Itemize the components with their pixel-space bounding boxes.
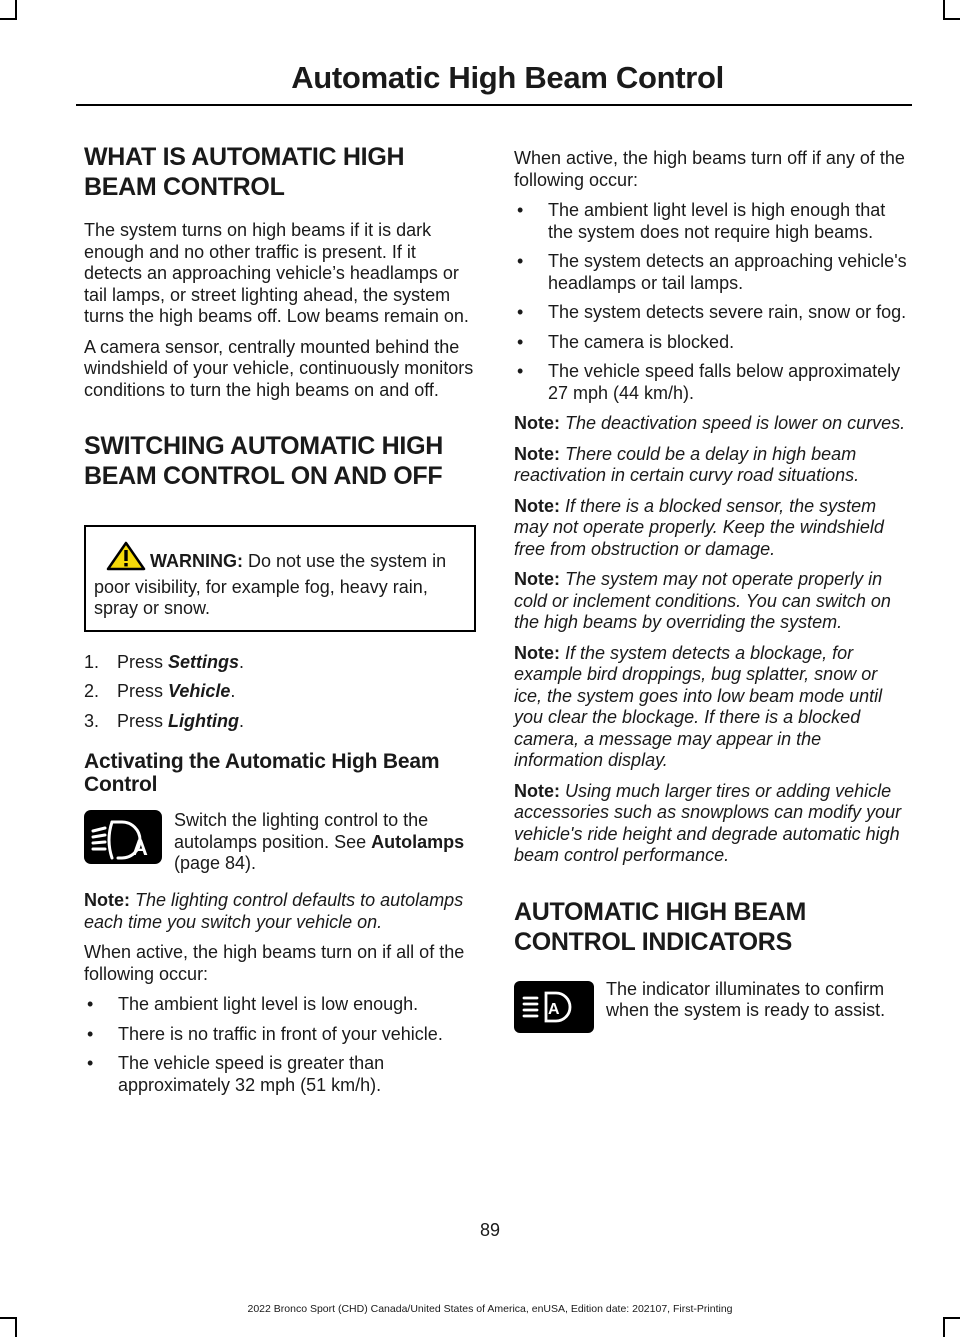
crop-mark (943, 0, 945, 20)
list-item: • The system detects an approaching vehicle's headlamps or tail lamps. (514, 251, 908, 294)
svg-text:A: A (132, 835, 148, 860)
active-on-list (84, 994, 476, 1096)
warning-triangle-icon (106, 541, 146, 577)
list-item: • There is no traffic in front of your vehicle. (84, 1024, 476, 1046)
crop-mark (15, 0, 17, 20)
paragraph: A camera sensor, centrally mounted behind the windshield of your vehicle, continuously monitors conditions to turn the high beams on and off. (84, 336, 474, 400)
paragraph: When active, the high beams turn on if all of the following occur: (84, 942, 465, 984)
active-off-list (514, 200, 908, 404)
section-heading-what-is: WHAT IS AUTOMATIC HIGH BEAM CONTROL (84, 143, 405, 201)
list-item: • The ambient light level is low enough. (84, 994, 476, 1016)
paragraph: The system turns on high beams if it is dark enough and no other traffic is present. If it detects an approaching vehicle’s headlamps or tail lamps, or street lighting ahead, the system turns the high beams off. Low beams remain on. (84, 220, 469, 326)
note: Note: The lighting control defaults to autolamps each time you switch your vehicle on. (84, 890, 464, 932)
subheading-activating: Activating the Automatic High Beam Control (84, 750, 440, 796)
note: Note: The system may not operate properly in cold or inclement conditions. You can switch on the high beams by overriding the system. (514, 569, 891, 632)
auto-high-beam-switch-icon (84, 810, 162, 864)
right-column (514, 148, 908, 1057)
crop-mark (15, 1317, 17, 1337)
warning-box (84, 525, 476, 632)
list-item: • The vehicle speed falls below approximately 27 mph (44 km/h). (514, 361, 908, 404)
section-heading-indicators: AUTOMATIC HIGH BEAM CONTROL INDICATORS (514, 897, 806, 956)
autolamps-link[interactable]: Autolamps (371, 831, 465, 852)
indicator-row (514, 979, 908, 1049)
note: Note: There could be a delay in high beam reactivation in certain curvy road situations. (514, 443, 860, 485)
steps-list (84, 652, 476, 733)
crop-mark (0, 18, 17, 20)
list-item: • The ambient light level is high enough that the system does not require high beams. (514, 200, 908, 243)
crop-mark (943, 1317, 945, 1337)
paragraph: When active, the high beams turn off if any of the following occur: (514, 148, 905, 190)
header-rule (76, 104, 912, 106)
step-item: 2. Press Vehicle. (84, 681, 236, 701)
note: Note: Using much larger tires or adding vehicle accessories such as snowplows can modify your vehicle's ride height and degrade automatic high beam control performance. (514, 780, 902, 865)
footer-edition-info: 2022 Bronco Sport (CHD) Canada/United States of America, enUSA, Edition date: 202107, First-Printing (247, 1303, 733, 1315)
list-item: • The camera is blocked. (514, 332, 908, 354)
crop-mark (943, 1317, 960, 1319)
section-heading-switching: SWITCHING AUTOMATIC HIGH BEAM CONTROL ON AND OFF (84, 432, 443, 490)
crop-mark (0, 1317, 17, 1319)
step-item: 1. Press Settings. (84, 651, 245, 672)
list-item: • The vehicle speed is greater than approximately 32 mph (51 km/h). (84, 1053, 476, 1096)
svg-text:A: A (548, 1000, 560, 1018)
left-column (84, 142, 476, 1105)
note: Note: The deactivation speed is lower on curves. (514, 413, 906, 433)
switch-instruction: Switch the lighting control to the autolamps position. See Autolamps (page 84). (174, 810, 465, 873)
warning-label: WARNING: (150, 551, 243, 571)
warning-body: Do not use the system in poor visibility, for example fog, heavy rain, spray or snow. (94, 551, 447, 618)
step-item: 3. Press Lighting. (84, 710, 245, 731)
page-header-title: Automatic High Beam Control (291, 60, 724, 95)
auto-high-beam-indicator-icon (514, 981, 594, 1033)
warning-text (94, 541, 466, 620)
list-item: • The system detects severe rain, snow or fog. (514, 302, 908, 324)
crop-mark (943, 18, 960, 20)
note: Note: If the system detects a blockage, for example bird droppings, bug splatter, snow or ice, the system goes into low beam mode until you clear the blockage. If there is a blocked camera, a message may appear in the information display. (514, 642, 883, 770)
page-number: 89 (479, 1220, 501, 1240)
lighting-switch-row (84, 810, 476, 882)
note: Note: If there is a blocked sensor, the system may not operate properly. Keep the windshield free from obstruction or damage. (514, 495, 884, 559)
indicator-description: The indicator illuminates to confirm when the system is ready to assist. (606, 978, 886, 1020)
